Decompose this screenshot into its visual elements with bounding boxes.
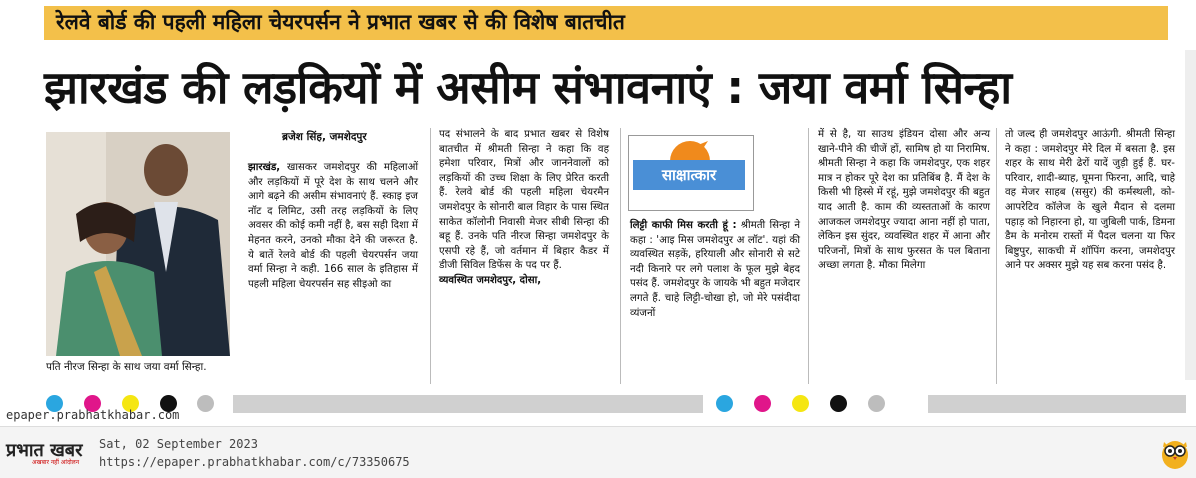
article-column-3 <box>630 219 800 321</box>
column-rule <box>996 128 997 384</box>
page-edge <box>1185 50 1196 380</box>
article-column-1 <box>248 161 418 292</box>
sun-icon <box>668 139 712 161</box>
photo-illustration <box>46 132 230 356</box>
column-4-text: में से है, या साउथ इंडियन दोसा और अन्य खाने-पीने की चीजें हों, सामिष हो या निरामिष. श्रीमती सिन्हा ने कहा कि जमशेदपुर, एक शहर मात्र न होकर पूरे देश का प्रतिबिंब है. मैं देश के किसी भी हिस्से में रहूं, मुझे जमशेदपुर की बहुत याद आती है. काम की व्यस्तताओं के कारण आजकल जमशेदपुर ज्यादा आना नहीं हो पाता, लेकिन इस सुंदर, व्यवस्थित शहर में आना और परिजनों, मित्रों के साथ फुरसत के पल बिताना अच्छा लगता है. मौका मिलेगा <box>818 129 990 272</box>
edition-date: Sat, 02 September 2023 <box>99 437 258 451</box>
edition-url[interactable]: https://epaper.prabhatkhabar.com/c/73350675 <box>99 455 410 469</box>
logo-tagline: अखबार नहीं आंदोलन <box>32 459 80 466</box>
interview-label: साक्षात्कार <box>633 160 745 190</box>
column-rule <box>430 128 431 384</box>
column-5-text: तो जल्द ही जमशेदपुर आऊंगी. श्रीमती सिन्हा ने कहा : जमशेदपुर मेरे दिल में बसता है. इस शहर के साथ मेरी ढेरों यादें जुड़ी हुई हैं. घर-परिवार, शादी-ब्याह, घूमना फिरना, आदि, चाहे वह मेजर साहब (ससुर) की कर्मस्थली, को-आपरेटिव कॉलेज के खुले मैदान से दलमा पहाड़ को निहारना हो, या जुबिली पार्क, डिमना डैम के मनोरम रास्तों में पैदल चलना या फिर बिष्टुपुर, साकची में शॉपिंग करना, जमशेदपुर आने पर अक्सर मुझे यह सब करना पसंद है. <box>1005 129 1175 272</box>
magenta-registration-dot <box>754 395 771 412</box>
kicker-text: रेलवे बोर्ड की पहली महिला चेयरपर्सन ने प्रभात खबर से की विशेष बातचीत <box>56 10 625 34</box>
column-rule <box>620 128 621 384</box>
column-3-text: श्रीमती सिन्हा ने कहा : 'आइ मिस जमशेदपुर अ लॉट'. यहां की व्यवस्थित सड़कें, हरियाली और सोनारी से सटे नदी किनारे पर लगे पलाश के फूल मुझे बेहद पसंद हैं. जमशेदपुर के जायके भी बहुत मजेदार लगते हैं. चाहे लिट्टी-चोखा हो, जो मेरे पसंदीदा व्यंजनों <box>630 220 800 319</box>
article-column-2 <box>439 128 609 289</box>
subhead-litti: लिट्टी काफी मिस करती हूं : <box>630 220 737 231</box>
byline: ब्रजेश सिंह, जमशेदपुर <box>282 131 367 143</box>
yellow-registration-dot <box>792 395 809 412</box>
column-1-text: खासकर जमशेदपुर की महिलाओं और लड़कियों में पूरे देश के साथ चलने और आगे बढ़ने की असीम संभावनाएं हैं. स्काइ इज नॉट द लिमिट, उसी तरह लड़कियों के लिए अवसर की कोई कमी नहीं है, बस सही दिशा में मेहनत करने, उनको मौका देने की जरूरत है. ये बातें रेलवे बोर्ड की पहली चेयरपर्सन जया वर्मा सिन्हा ने कही. 166 साल के इतिहास में पहली महिला चेयरपर्सन सह सीइओ का <box>248 162 418 290</box>
column-2-text: पद संभालने के बाद प्रभात खबर से विशेष बातचीत में श्रीमती सिन्हा ने कहा कि वह हमेशा परिवार, मित्रों और जाननेवालों को लड़कियों की उच्च शिक्षा के लिए प्रेरित करती हैं. रेलवे बोर्ड की पहली महिला चेयरमैन जमशेदपुर के सोनारी बाल विहार के पास स्थित साकेत कॉलोनी निवासी मेजर सीबी सिन्हा की बहू हैं. उनके पति नीरज सिन्हा जमशेदपुर के एसपी रहे हैं, जो वर्तमान में बिहार कैडर में डीजी सिविल डिफेंस के पद पर हैं. <box>439 129 609 272</box>
black-registration-dot <box>830 395 847 412</box>
article-column-5 <box>1005 128 1175 274</box>
footer-bar <box>0 426 1196 478</box>
article-column-4 <box>818 128 990 274</box>
grey-registration-bar <box>233 395 703 413</box>
photo-caption: पति नीरज सिन्हा के साथ जया वर्मा सिन्हा. <box>46 361 207 373</box>
headline: झारखंड की लड़कियों में असीम संभावनाएं : जया वर्मा सिन्हा <box>44 61 1012 114</box>
prabhat-khabar-logo[interactable]: प्रभात खबर <box>6 440 83 461</box>
subhead-dosa: व्यवस्थित जमशेदपुर, दोसा, <box>439 274 542 286</box>
print-registration-strip <box>0 390 1196 422</box>
couple-photo <box>46 132 230 356</box>
grey-registration-dot <box>197 395 214 412</box>
grey-registration-bar <box>928 395 1186 413</box>
cyan-registration-dot <box>716 395 733 412</box>
dateline: झारखंड, <box>248 162 281 173</box>
owl-icon[interactable] <box>1160 436 1190 470</box>
grey-registration-dot <box>868 395 885 412</box>
column-rule <box>808 128 809 384</box>
epaper-watermark: epaper.prabhatkhabar.com <box>6 408 180 422</box>
